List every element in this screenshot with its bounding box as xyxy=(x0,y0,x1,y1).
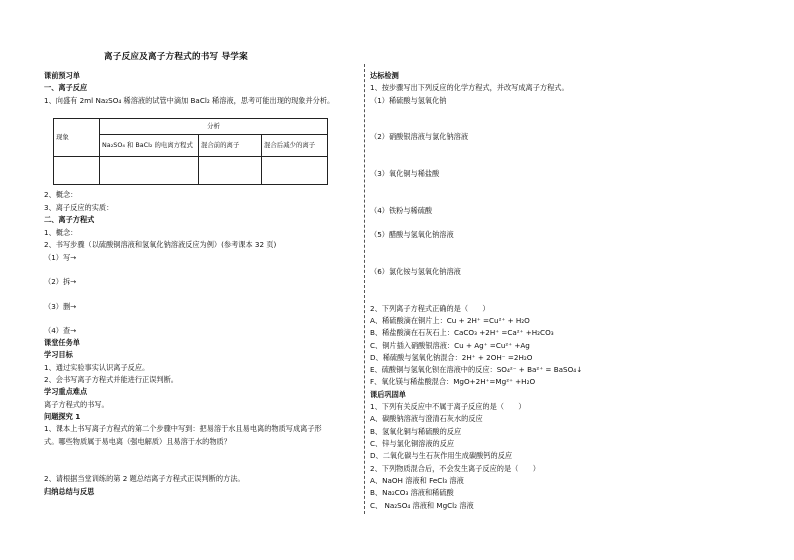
goal-2: 2、会书写离子方程式并能进行正误判断。 xyxy=(44,375,178,384)
after-question-2: 2、下列物质混合后，不会发生离子反应的是（ ） xyxy=(370,464,540,473)
test-heading: 达标检测 xyxy=(370,71,399,80)
goals-heading: 学习目标 xyxy=(44,350,73,359)
table-cell-blank xyxy=(262,157,328,185)
option-d: D、稀硫酸与氢氧化钠混合：2H⁺ + 2OH⁻ =2H₂O xyxy=(370,353,533,362)
focus-heading: 学习重点难点 xyxy=(44,387,88,396)
table-cell-blank xyxy=(54,157,100,185)
table-cell-blank xyxy=(100,157,199,185)
test-item-1: （1）稀硫酸与氢氧化钠 xyxy=(370,96,447,105)
option-f: F、氧化镁与稀盐酸混合：MgO+2H⁺=Mg²⁺ +H₂O xyxy=(370,377,536,386)
writing-steps: 2、书写步骤（以硫酸铜溶液和氢氧化钠溶液反应为例）(参考课本 32 页) xyxy=(44,240,277,249)
summary-heading: 归纳总结与反思 xyxy=(44,487,95,496)
option-a: A、稀硫酸滴在铜片上：Cu + 2H⁺ =Cu²⁺ + H₂O xyxy=(370,316,530,325)
goal-1: 1、通过实验事实认识离子反应。 xyxy=(44,363,150,372)
table-cell-blank xyxy=(199,157,262,185)
test-item-5: （5）醋酸与氢氧化钠溶液 xyxy=(370,230,454,239)
focus-text: 离子方程式的书写。 xyxy=(44,400,109,409)
table-subheader-equation: Na₂SO₄ 和 BaCl₂ 的电离方程式 xyxy=(100,135,199,157)
after-q2-option-c: C、 Na₂SO₄ 溶液和 MgCl₂ 溶液 xyxy=(370,501,474,510)
explore-question-1-cont: 式。哪些物质属于易电离（强电解质）且易溶于水的物质？ xyxy=(44,437,231,446)
after-q1-option-d: D、二氧化碳与生石灰作用生成碳酸钙的反应 xyxy=(370,451,513,460)
step-write: （1）写→ xyxy=(44,253,77,262)
test-question-1: 1、按步骤写出下列反应的化学方程式，并改写成离子方程式。 xyxy=(370,83,569,92)
explore-heading: 问题探究 1 xyxy=(44,412,81,421)
test-item-4: （4）铁粉与稀硫酸 xyxy=(370,206,433,215)
column-divider xyxy=(364,64,365,514)
step-delete: （3）删→ xyxy=(44,302,77,311)
test-item-2: （2）硝酸银溶液与氯化钠溶液 xyxy=(370,132,469,141)
test-question-2: 2、下列离子方程式正确的是（ ） xyxy=(370,304,490,313)
table-subheader-before: 混合前的离子 xyxy=(199,135,262,157)
concept-1: 1、概念： xyxy=(44,228,78,237)
analysis-table xyxy=(53,118,328,185)
after-q1-option-c: C、锌与氯化铜溶液的反应 xyxy=(370,439,455,448)
after-q1-option-a: A、碳酸钠溶液与澄清石灰水的反应 xyxy=(370,414,483,423)
question-1: 1、向盛有 2ml Na₂SO₄ 稀溶液的试管中滴加 BaCl₂ 稀溶液，思考可能出现的现象并分析。 xyxy=(44,96,335,105)
in-class-heading: 课堂任务单 xyxy=(44,338,80,347)
after-class-heading: 课后巩固单 xyxy=(370,390,406,399)
step-check: （4）查→ xyxy=(44,326,77,335)
option-c: C、铜片插入硝酸银溶液：Cu + Ag⁺ =Cu²⁺ +Ag xyxy=(370,341,530,350)
after-question-1: 1、下列有关反应中不属于离子反应的是（ ） xyxy=(370,402,526,411)
after-q1-option-b: B、氢氧化铜与稀硫酸的反应 xyxy=(370,427,462,436)
section-ionic-equation: 二、离子方程式 xyxy=(44,215,95,224)
after-q2-option-b: B、Na₂CO₃ 溶液和稀硫酸 xyxy=(370,488,454,497)
essence-3: 3、离子反应的实质： xyxy=(44,203,114,212)
option-b: B、稀盐酸滴在石灰石上：CaCO₃ +2H⁺ =Ca²⁺ +H₂CO₃ xyxy=(370,328,554,337)
concept-2: 2、概念： xyxy=(44,190,78,199)
test-item-3: （3）氧化铜与稀盐酸 xyxy=(370,169,440,178)
table-header-phenomenon: 现象 xyxy=(54,119,100,157)
option-e: E、硫酸铜与氢氧化钡在溶液中的反应：SO₄²⁻ + Ba²⁺ = BaSO₄↓ xyxy=(370,365,583,374)
table-subheader-after: 混合后减少的离子 xyxy=(262,135,328,157)
step-split: （2）拆→ xyxy=(44,277,77,286)
test-item-6: （6）氯化铵与氢氧化钠溶液 xyxy=(370,267,461,276)
pre-class-heading: 课前预习单 xyxy=(44,71,80,80)
explore-question-2: 2、请根据当堂训练的第 2 题总结离子方程式正误判断的方法。 xyxy=(44,474,245,483)
page-title: 离子反应及离子方程式的书写 导学案 xyxy=(104,52,248,62)
explore-question-1: 1、课本上书写离子方程式的第二个步骤中写到：把易溶于水且易电离的物质写成离子形 xyxy=(44,424,322,433)
table-header-analysis: 分析 xyxy=(100,119,328,135)
after-q2-option-a: A、NaOH 溶液和 FeCl₃ 溶液 xyxy=(370,476,464,485)
section-ionic-reaction: 一、离子反应 xyxy=(44,83,88,92)
